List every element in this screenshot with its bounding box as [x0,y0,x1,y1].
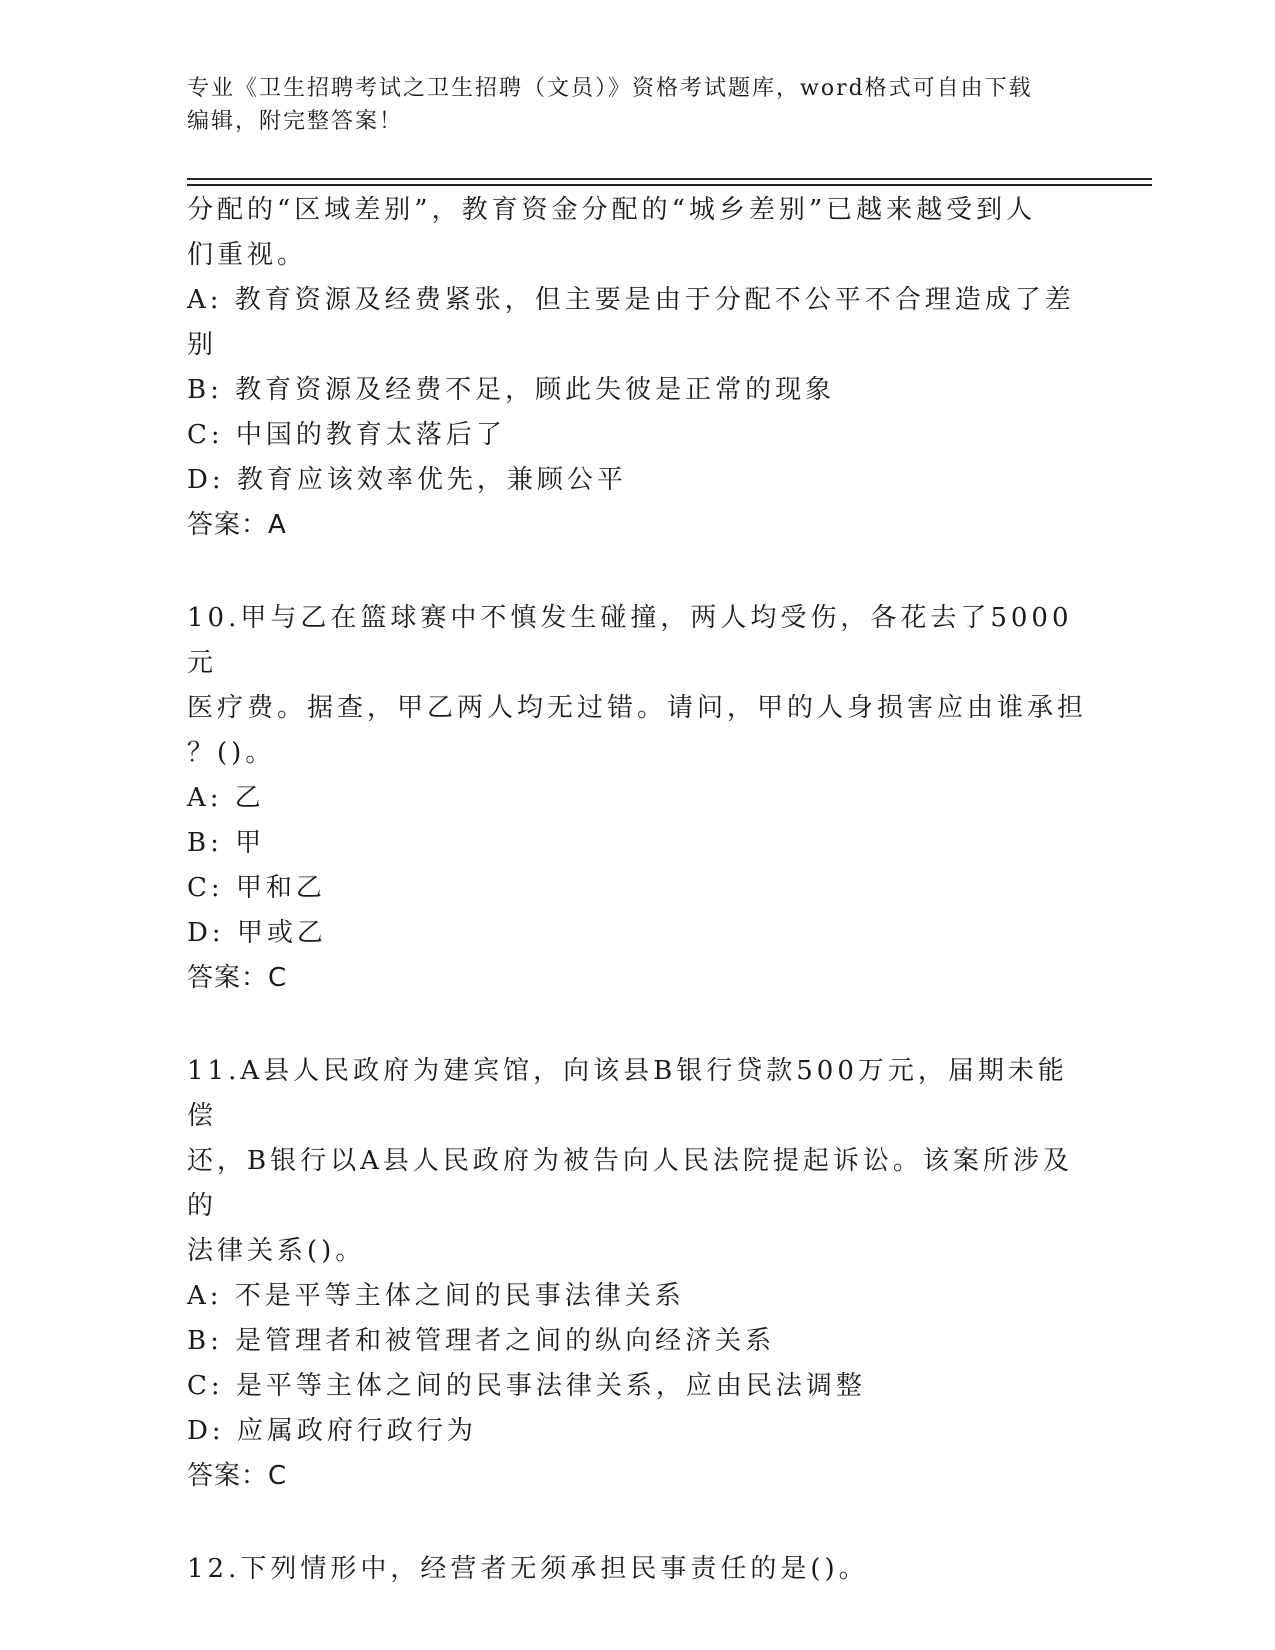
stem-line: 12.下列情形中，经营者无须承担民事责任的是()。 [187,1554,869,1584]
option-b: B: 是管理者和被管理者之间的纵向经济关系 [187,1326,776,1356]
option-a: A: 乙 [187,783,265,813]
option-d: D: 应属政府行政行为 [187,1416,477,1446]
option-a: A: 教育资源及经费紧张，但主要是由于分配不公平不合理造成了差别 [187,285,1075,360]
header-divider-top [187,178,1152,180]
stem-line: 还，B银行以A县人民政府为被告向人民法院提起诉讼。该案所涉及的 [187,1146,1073,1221]
question-content [187,188,1087,1592]
header-line-1: 专业《卫生招聘考试之卫生招聘（文员）》资格考试题库，word格式可自由下载 [187,76,1033,101]
option-b: B: 教育资源及经费不足，顾此失彼是正常的现象 [187,375,836,405]
header-divider-bottom [187,184,1152,186]
option-c: C: 中国的教育太落后了 [187,420,506,450]
stem-line: 法律关系()。 [187,1236,366,1266]
answer: 答案：C [187,1461,288,1491]
answer: 答案：A [187,510,287,540]
option-a: A: 不是平等主体之间的民事法律关系 [187,1281,685,1311]
page-header [187,72,1087,138]
stem-line: 医疗费。据查，甲乙两人均无过错。请问，甲的人身损害应由谁承担 [187,693,1088,723]
answer: 答案：C [187,963,288,993]
question-10 [187,596,1087,1001]
stem-line: 11.A县人民政府为建宾馆，向该县B银行贷款500万元，届期未能偿 [187,1056,1068,1131]
stem-line: ？()。 [187,738,276,768]
stem-line: 们重视。 [187,240,308,270]
header-line-2: 编辑，附完整答案！ [187,109,404,134]
question-9-continuation [187,188,1087,548]
option-b: B: 甲 [187,828,266,858]
stem-line: 分配的“区域差别”，教育资金分配的“城乡差别”已越来越受到人 [187,195,1037,225]
option-c: C: 甲和乙 [187,873,326,903]
option-c: C: 是平等主体之间的民事法律关系，应由民法调整 [187,1371,866,1401]
stem-line: 10.甲与乙在篮球赛中不慎发生碰撞，两人均受伤，各花去了5000元 [187,603,1073,678]
option-d: D: 甲或乙 [187,918,327,948]
option-d: D: 教育应该效率优先，兼顾公平 [187,465,627,495]
question-12 [187,1547,1087,1592]
question-11 [187,1049,1087,1499]
